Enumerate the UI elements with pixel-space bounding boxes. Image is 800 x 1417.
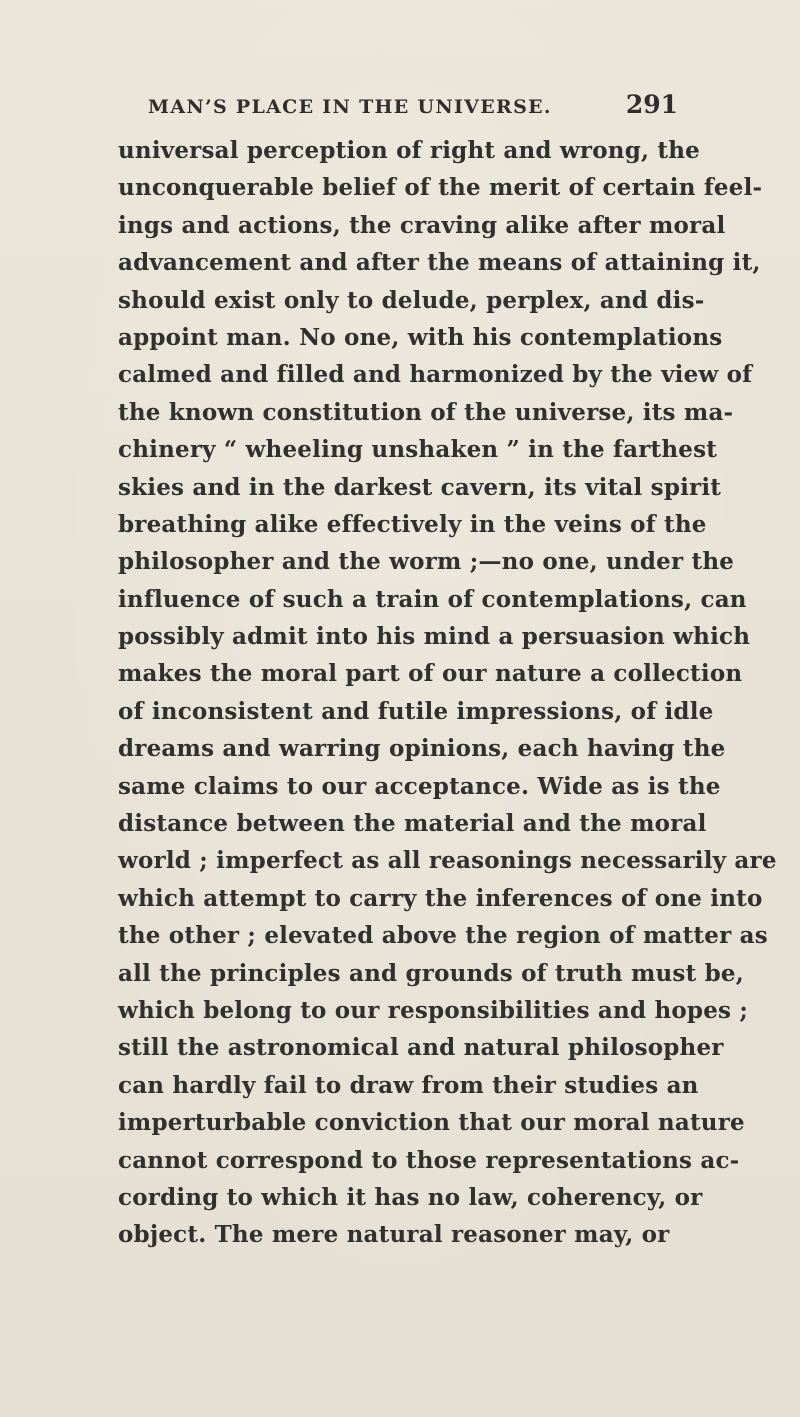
text-line: of inconsistent and futile impressions, of idle (118, 697, 714, 725)
text-line: object. The mere natural reasoner may, or (118, 1221, 670, 1249)
text-line: influence of such a train of contemplations, can (118, 585, 747, 613)
text-line: which attempt to carry the inferences of one into (118, 884, 763, 912)
text-line: the known constitution of the universe, its ma- (118, 398, 734, 426)
text-line: advancement and after the means of attaining it, (118, 249, 761, 277)
text-line: universal perception of right and wrong, the (118, 137, 700, 164)
text-line: should exist only to delude, perplex, and dis- (118, 286, 705, 314)
page-number: 291 (625, 90, 678, 119)
text-line: world ; imperfect as all reasonings necessarily are (118, 847, 777, 875)
text-line: calmed and filled and harmonized by the view of (118, 361, 753, 389)
text-line: cannot correspond to those representations ac- (118, 1146, 740, 1174)
text-line: the other ; elevated above the region of matter as (118, 922, 768, 950)
running-head (148, 90, 678, 128)
text-line: imperturbable conviction that our moral nature (118, 1109, 745, 1137)
body-text (118, 132, 777, 1249)
text-line: distance between the material and the moral (118, 810, 707, 838)
text-line: still the astronomical and natural philosopher (118, 1034, 724, 1062)
text-line: same claims to our acceptance. Wide as is the (118, 772, 721, 800)
text-line: all the principles and grounds of truth must be, (118, 959, 744, 987)
text-line: dreams and warring opinions, each having the (118, 735, 726, 763)
text-line: unconquerable belief of the merit of certain feel- (118, 174, 763, 202)
text-line: philosopher and the worm ;—no one, under the (118, 548, 735, 576)
running-title: MAN’S PLACE IN THE UNIVERSE. (148, 96, 552, 118)
text-line: skies and in the darkest cavern, its vital spirit (118, 473, 722, 501)
text-line: which belong to our responsibilities and hopes ; (118, 996, 749, 1024)
text-line: breathing alike effectively in the veins of the (118, 510, 707, 538)
text-line: appoint man. No one, with his contemplations (118, 323, 723, 351)
text-line: cording to which it has no law, coherency, or (118, 1183, 703, 1211)
text-line: makes the moral part of our nature a collection (118, 660, 743, 688)
text-line: possibly admit into his mind a persuasion which (118, 623, 751, 651)
text-line: can hardly fail to draw from their studies an (118, 1071, 699, 1099)
text-line: ings and actions, the craving alike after moral (118, 211, 726, 239)
text-line: chinery “ wheeling unshaken ” in the farthest (118, 436, 718, 464)
